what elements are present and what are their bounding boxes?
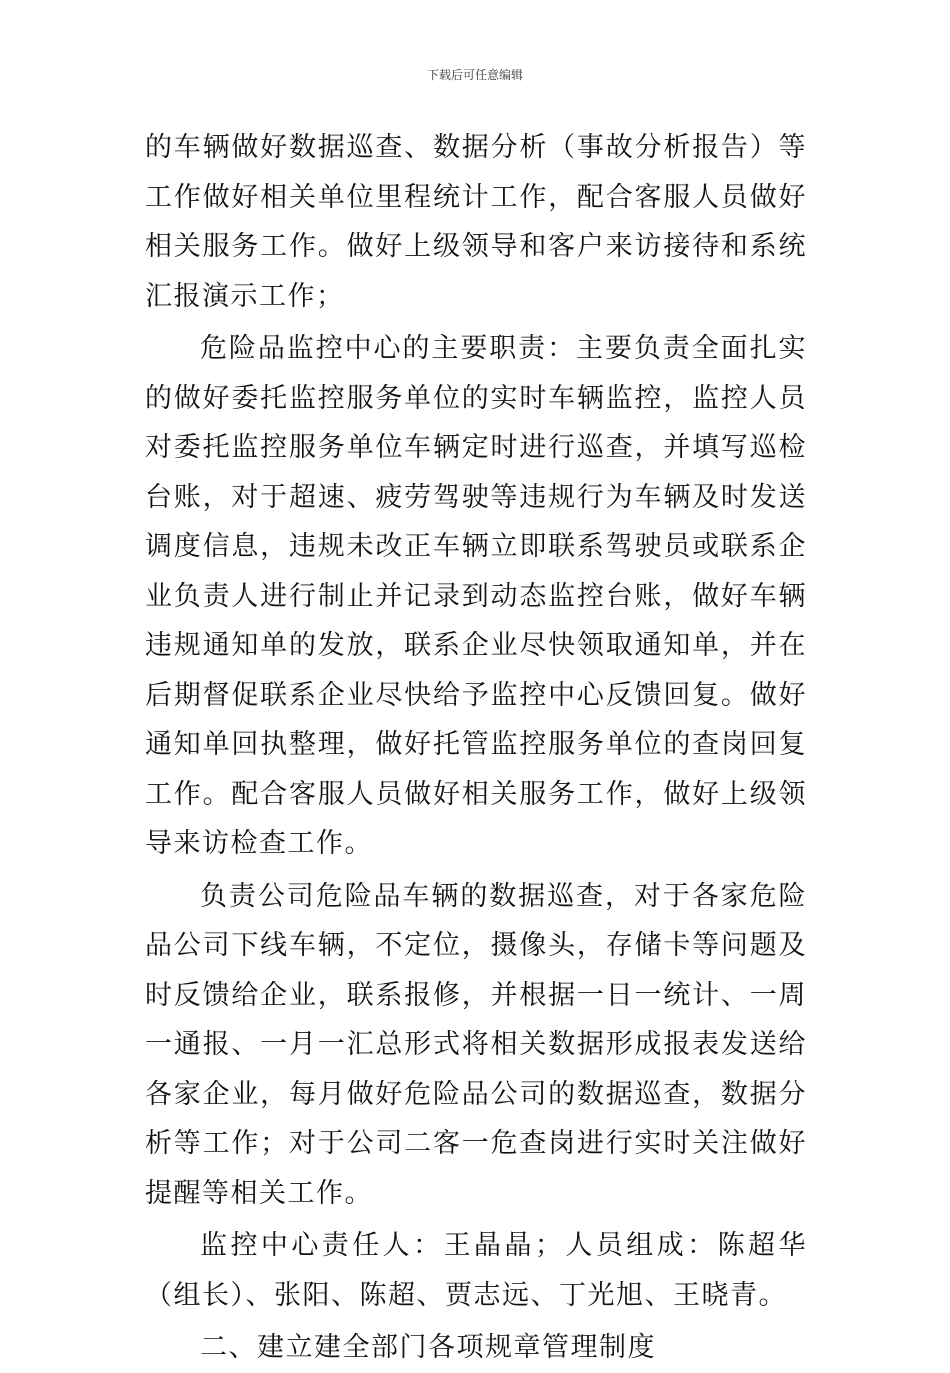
paragraph-monitoring-duties: 危险品监控中心的主要职责：主要负责全面扎实的做好委托监控服务单位的实时车辆监控，监控人员对委托监控服务单位车辆定时进行巡查，并填写巡检台账，对于超速、疲劳驾驶等违规行为车辆及时发送调度信息，违规未改正车辆立即联系驾驶员或联系企业负责人进行制止并记录到动态监控台账，做好车辆违规通知单的发放，联系企业尽快领取通知单，并在后期督促联系企业尽快给予监控中心反馈回复。做好通知单回执整理，做好托管监控服务单位的查岗回复工作。配合客服人员做好相关服务工作，做好上级领导来访检查工作。 — [145, 333, 807, 859]
document-body — [145, 123, 807, 1373]
section-heading: 二、建立建全部门各项规章管理制度 — [200, 1332, 656, 1363]
paragraph-continuation: 的车辆做好数据巡查、数据分析（事故分析报告）等工作做好相关单位里程统计工作，配合客服人员做好相关服务工作。做好上级领导和客户来访接待和系统汇报演示工作； — [145, 132, 807, 312]
paragraph-personnel: 监控中心责任人：王晶晶；人员组成：陈超华（组长）、张阳、陈超、贾志远、丁光旭、王晓青。 — [145, 1230, 807, 1311]
paragraph-data-inspection: 负责公司危险品车辆的数据巡查，对于各家危险品公司下线车辆，不定位，摄像头，存储卡等问题及时反馈给企业，联系报修，并根据一日一统计、一周一通报、一月一汇总形式将相关数据形成报表发送给各家企业，每月做好危险品公司的数据巡查，数据分析等工作；对于公司二客一危查岗进行实时关注做好提醒等相关工作。 — [145, 880, 807, 1209]
page-header: 下载后可任意编辑 — [426, 68, 523, 82]
